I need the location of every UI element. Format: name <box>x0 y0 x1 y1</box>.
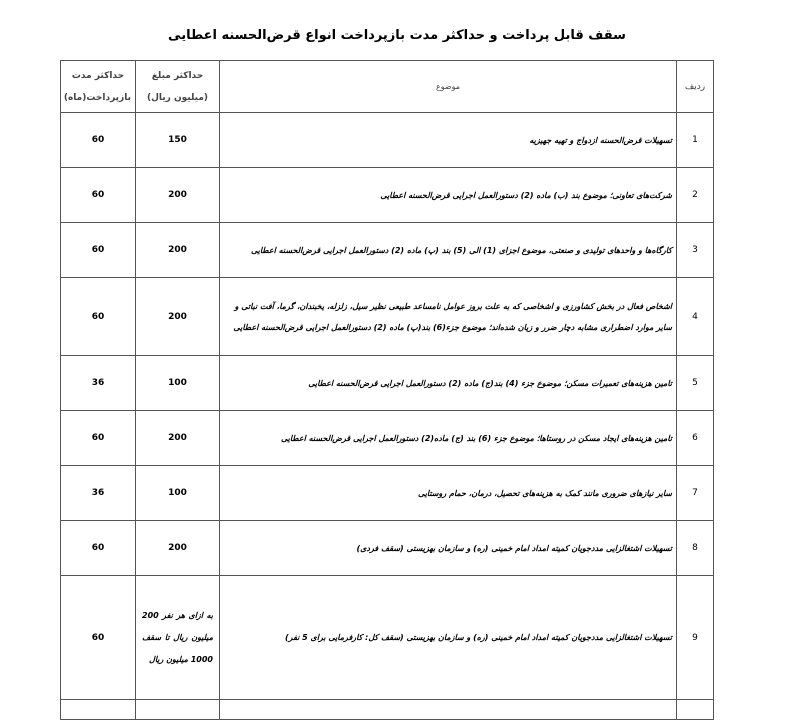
cell-radif: 7 <box>677 466 714 521</box>
table-row <box>61 356 714 411</box>
header-amount <box>136 61 220 113</box>
table-row <box>61 576 714 700</box>
cell-topic: تسهیلات اشتغالزایی مددجویان کمیته امداد امام خمینی (ره) و سازمان بهزیستی (سقف کل: کارفرمایی برای 5 نفر) <box>220 576 677 700</box>
cell-radif: 2 <box>677 168 714 223</box>
cell-topic: تسهیلات قرض‌الحسنه ازدواج و تهیه جهیزیه <box>220 113 677 168</box>
cell-duration: 60 <box>61 223 136 278</box>
cell-duration: 36 <box>61 466 136 521</box>
cell-topic: کارگاه‌ها و واحدهای تولیدی و صنعتی، موضوع اجزای (1) الی (5) بند (پ) ماده (2) دستورالعمل اجرایی قرض‌الحسنه اعطایی <box>220 223 677 278</box>
cell-amount <box>136 700 220 720</box>
cell-topic: تسهیلات اشتغالزایی مددجویان کمیته امداد امام خمینی (ره) و سازمان بهزیستی (سقف فردی) <box>220 521 677 576</box>
cell-amount: 200 <box>136 521 220 576</box>
cell-amount: به ازای هر نفر 200 میلیون ریال تا سقف 1000 میلیون ریال <box>136 576 220 700</box>
cell-duration: 60 <box>61 278 136 356</box>
cell-amount: 200 <box>136 223 220 278</box>
cell-radif: 9 <box>677 576 714 700</box>
header-amount-line1: حداکثر مبلغ <box>151 70 204 81</box>
cell-amount: 200 <box>136 278 220 356</box>
cell-duration <box>61 700 136 720</box>
header-duration-line1: حداکثر مدت <box>71 70 125 81</box>
header-duration <box>61 61 136 113</box>
table-row <box>61 278 714 356</box>
cell-duration: 36 <box>61 356 136 411</box>
table-row <box>61 700 714 720</box>
cell-radif: 8 <box>677 521 714 576</box>
table-row <box>61 466 714 521</box>
table-row <box>61 411 714 466</box>
cell-radif: 1 <box>677 113 714 168</box>
table-row <box>61 113 714 168</box>
table-row <box>61 168 714 223</box>
cell-radif: 4 <box>677 278 714 356</box>
header-amount-line2: (میلیون ریال) <box>146 92 209 103</box>
header-radif: ردیف <box>677 61 714 113</box>
header-topic: موضوع <box>220 61 677 113</box>
cell-amount: 100 <box>136 356 220 411</box>
cell-duration: 60 <box>61 113 136 168</box>
cell-amount: 150 <box>136 113 220 168</box>
header-duration-line2: بازپرداخت(ماه) <box>63 92 131 103</box>
cell-topic: شرکت‌های تعاونی؛ موضوع بند (ب) ماده (2) دستورالعمل اجرایی قرض‌الحسنه اعطایی <box>220 168 677 223</box>
cell-duration: 60 <box>61 576 136 700</box>
table-row <box>61 521 714 576</box>
cell-duration: 60 <box>61 411 136 466</box>
cell-topic: تامین هزینه‌های ایجاد مسکن در روستاها؛ موضوع جزء (6) بند (ج) ماده(2) دستورالعمل اجرایی قرض‌الحسنه اعطایی <box>220 411 677 466</box>
cell-amount: 200 <box>136 168 220 223</box>
page-title: سقف قابل پرداخت و حداکثر مدت بازپرداخت انواع قرض‌الحسنه اعطایی <box>168 28 626 43</box>
cell-duration: 60 <box>61 521 136 576</box>
table-row <box>61 223 714 278</box>
cell-topic <box>220 700 677 720</box>
cell-amount: 200 <box>136 411 220 466</box>
cell-radif: 6 <box>677 411 714 466</box>
cell-radif <box>677 700 714 720</box>
cell-radif: 3 <box>677 223 714 278</box>
cell-radif: 5 <box>677 356 714 411</box>
cell-topic: اشخاص فعال در بخش کشاورزی و اشخاصی که به علت بروز عوامل نامساعد طبیعی نظیر سیل، زلزله، یخبندان، گرما، آفت نباتی و سایر موارد اضطراری مشابه دچار ضرر و زیان شده‌اند؛ موضوع جزء(6) بند(پ) ماده (2) دستورالعمل اجرایی قرض‌الحسنه اعطایی <box>220 278 677 356</box>
cell-amount: 100 <box>136 466 220 521</box>
table-header-row <box>61 61 714 113</box>
loan-table <box>60 60 714 720</box>
cell-topic: تامین هزینه‌های تعمیرات مسکن؛ موضوع جزء (4) بند(ج) ماده (2) دستورالعمل اجرایی قرض‌الحسنه اعطایی <box>220 356 677 411</box>
cell-duration: 60 <box>61 168 136 223</box>
cell-topic: سایر نیازهای ضروری مانند کمک به هزینه‌های تحصیل، درمان، حمام روستایی <box>220 466 677 521</box>
